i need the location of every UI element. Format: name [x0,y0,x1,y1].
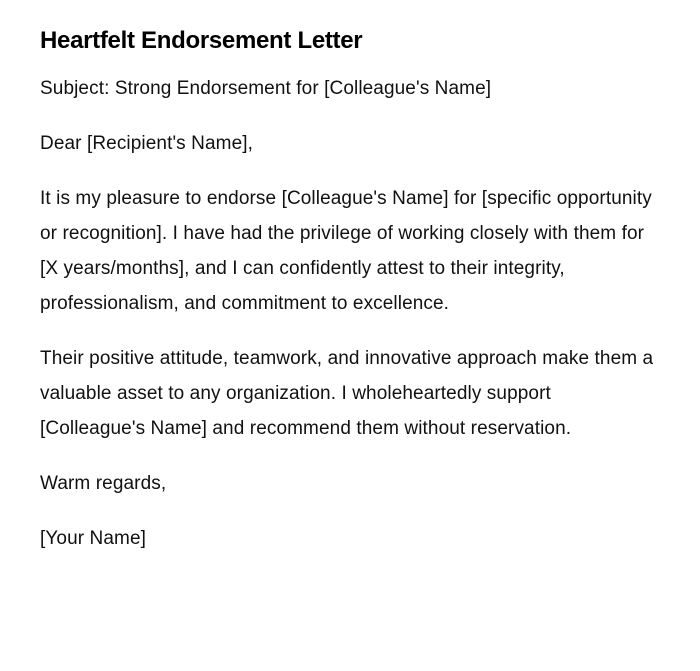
subject-line: Subject: Strong Endorsement for [Colleague's Name] [40,78,492,99]
body-paragraph-2: Their positive attitude, teamwork, and innovative approach make them a valuable asset to any organization. I wholeheartedly support [Colleague's Name] and recommend them without reservation. [40,348,654,439]
salutation: Dear [Recipient's Name], [40,133,253,154]
signature: [Your Name] [40,528,147,549]
closing: Warm regards, [40,473,167,494]
document-title: Heartfelt Endorsement Letter [40,27,363,54]
body-paragraph-1: It is my pleasure to endorse [Colleague's Name] for [specific opportunity or recognition]. I have had the privilege of working closely with them for [X years/months], and I can confidently attest to their integrity, professionalism, and commitment to excellence. [40,188,652,314]
